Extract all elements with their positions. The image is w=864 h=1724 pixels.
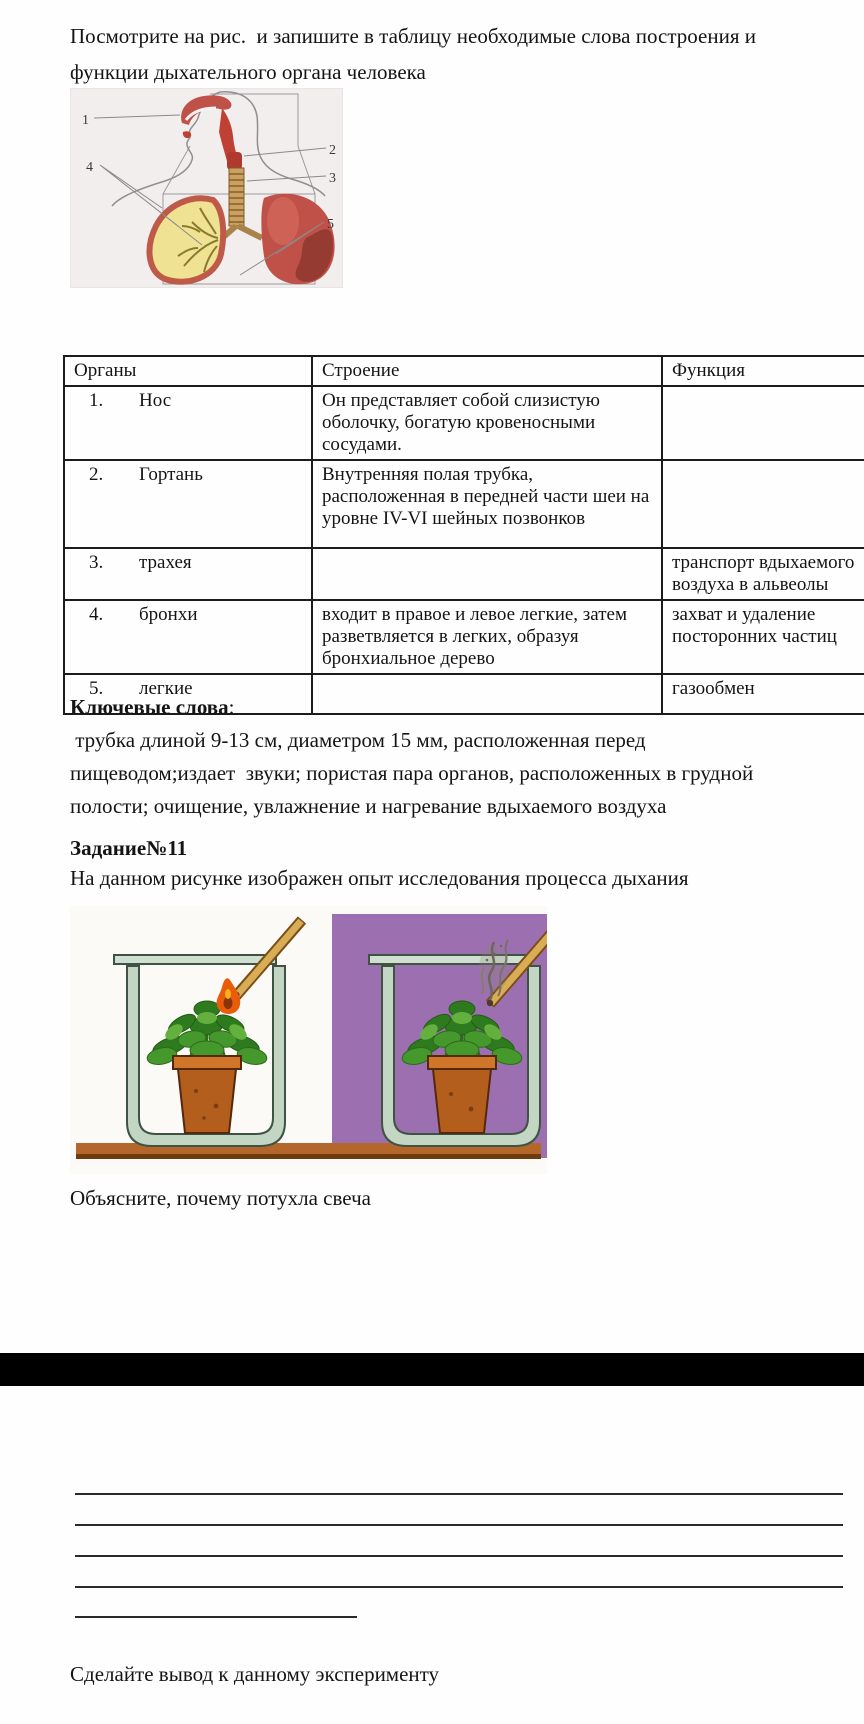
figure-label-2: 2 <box>329 143 336 158</box>
function-cell <box>662 386 864 460</box>
answer-line <box>75 1616 357 1618</box>
figure-label-1: 1 <box>82 113 89 128</box>
keywords-label: Ключевые слова <box>70 695 229 719</box>
function-cell <box>662 460 864 548</box>
task-title: Задание№11 <box>70 836 188 860</box>
organ-name: трахея <box>139 552 192 573</box>
trachea <box>229 168 244 226</box>
row-number: 5. <box>89 678 104 699</box>
table-row <box>64 600 864 674</box>
respiratory-system-figure <box>70 88 343 288</box>
answer-line <box>75 1524 843 1526</box>
keywords-heading <box>70 690 762 724</box>
figure-label-4: 4 <box>86 160 93 175</box>
table-row <box>64 386 864 460</box>
conclusion-prompt: Сделайте вывод к данному эксперименту <box>70 1662 440 1686</box>
answer-line <box>75 1493 843 1495</box>
function-cell: захват и удаление посторонних частиц <box>662 600 864 674</box>
experiment-figure <box>70 906 547 1174</box>
row-number: 2. <box>89 464 104 485</box>
organ-cell <box>64 386 312 460</box>
table-row <box>64 548 864 600</box>
figure-label-3: 3 <box>329 171 336 186</box>
row-number: 1. <box>89 390 104 411</box>
table-row <box>64 460 864 548</box>
column-header-function: Функция <box>662 356 864 386</box>
structure-cell <box>312 548 662 600</box>
experiment-question: Объясните, почему потухла свеча <box>70 1186 371 1210</box>
organ-name: Гортань <box>139 464 203 485</box>
answer-line <box>75 1586 843 1588</box>
figure-label-5: 5 <box>327 217 334 232</box>
function-cell: транспорт вдыхаемого воздуха в альвеолы <box>662 548 864 600</box>
intro-text: Посмотрите на рис. и запишите в таблицу необходимые слова построения и функции дыхательного органа человека <box>70 24 762 84</box>
flower-pot-left <box>173 1056 241 1133</box>
organ-name: Нос <box>139 390 172 411</box>
organ-cell <box>64 548 312 600</box>
answer-line <box>75 1555 843 1557</box>
keywords-body: трубка длиной 9-13 см, диаметром 15 мм, расположенная перед пищеводом;издает звуки; пористая пара органов, расположенных в грудной полости; очищение, увлажнение и нагревание вдыхаемого воздуха <box>70 728 759 818</box>
row-number: 3. <box>89 552 104 573</box>
jar-lid-left <box>114 955 276 964</box>
flower-pot-right <box>428 1056 496 1133</box>
structure-cell: Он представляет собой слизистую оболочку, богатую кровеносными сосудами. <box>312 386 662 460</box>
keywords-colon: : <box>228 695 235 719</box>
table-header-row <box>64 356 864 386</box>
organ-name: бронхи <box>139 604 198 625</box>
respiratory-system-image <box>70 88 343 288</box>
organ-cell <box>64 600 312 674</box>
row-number: 4. <box>89 604 104 625</box>
column-header-organs: Органы <box>64 356 312 386</box>
keywords-section <box>70 690 762 823</box>
structure-cell: входит в правое и левое легкие, затем разветвляется в легких, образуя бронхиальное дерево <box>312 600 662 674</box>
task-description: На данном рисунке изображен опыт исследования процесса дыхания <box>70 866 689 890</box>
structure-cell: Внутренняя полая трубка, расположенная в передней части шеи на уровне IV-VI шейных позвонков <box>312 460 662 548</box>
column-header-structure: Строение <box>312 356 662 386</box>
lung-highlight <box>267 197 299 245</box>
experiment-image <box>70 906 547 1174</box>
redaction-bar <box>0 1353 864 1386</box>
function-cell: газообмен <box>662 674 864 714</box>
larynx <box>227 152 242 170</box>
organ-name: легкие <box>139 678 193 699</box>
organs-table <box>63 355 864 715</box>
organ-cell <box>64 460 312 548</box>
